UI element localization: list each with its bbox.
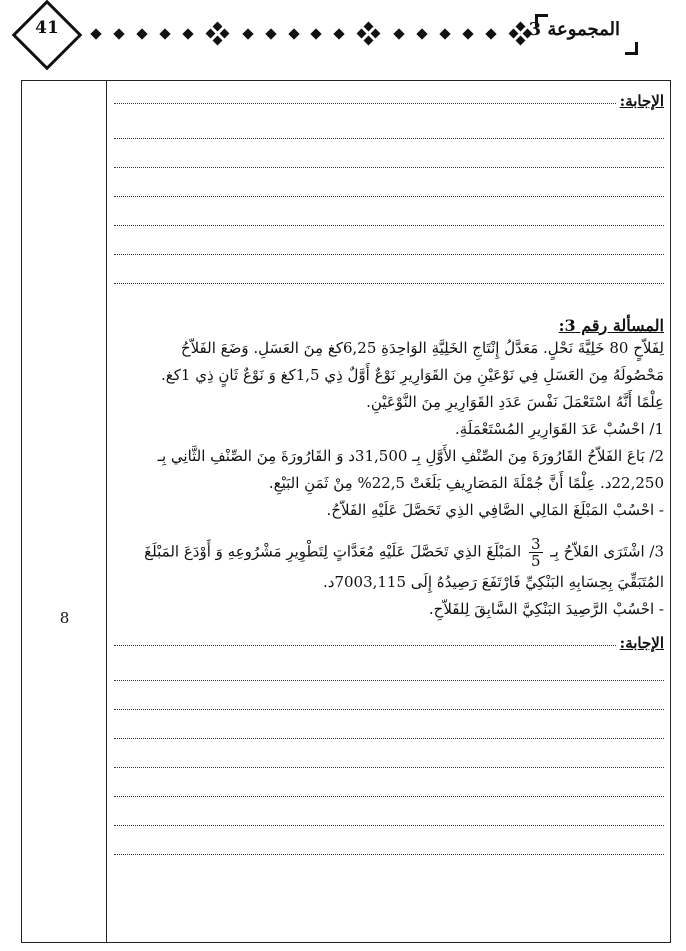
question-2-line: 2/ بَاعَ الفَلاّحُ القَارُورَةَ مِنَ الصِّنْفِ الأَوَّلِ بِـ 31,500د وَ القَارُورَةَ مِنَ الصِّنْفِ الثَّانِي بِـ (157, 447, 664, 465)
group-label: المجموعة 3 (528, 19, 620, 40)
answer-line (114, 81, 664, 110)
fraction-denominator: 5 (530, 552, 541, 570)
problem-text-line: عِلْمًا أَنَّهُ اسْتَعْمَلَ نَفْسَ عَدَدِ القَوَارِيرِ مِنَ النَّوْعَيْنِ. (366, 393, 664, 411)
diamond-ornament-row (92, 22, 532, 46)
problem-text-line: مَحْصُولَهُ مِنَ العَسَلِ فِي نَوْعَيْنِ مِنَ القَوَارِيرِ نَوْعٌ أَوَّلٌ ذِي 1,5كغ وَ نَوْعٌ ثَانٍ ذِي 1كغ. (161, 366, 664, 384)
problem-title: المسألة رقم 3: (558, 316, 664, 335)
exercise-table (21, 80, 671, 943)
page-number: 41 (35, 18, 59, 38)
answer-line (114, 255, 664, 284)
fraction-three-fifths (529, 536, 543, 569)
answer-line (114, 681, 664, 710)
question-2-task: - احْسُبْ المَبْلَغَ المَالِي الصَّافِي الذِي تَحَصَّلَ عَلَيْهِ الفَلاّحُ. (326, 501, 664, 519)
answer-line (114, 110, 664, 139)
question-3-line (114, 536, 664, 569)
label-corner-bracket (625, 42, 638, 55)
question-2-line: 22,250د. عِلْمًا أَنَّ جُمْلَةَ المَصَارِيفِ بَلَغَتْ 22,5% مِنْ ثَمَنِ البَيْعِ. (268, 474, 664, 492)
exercise-content (108, 81, 672, 942)
answer-line (114, 739, 664, 768)
answer-heading: الإجابة: (619, 634, 664, 652)
page-header (0, 0, 686, 80)
answer-heading: الإجابة: (619, 92, 664, 110)
answer-line (114, 710, 664, 739)
question-3-line: المُتَبَقِّيَ بِحِسَابِهِ البَنْكِيِّ فَارْتَفَعَ رَصِيدُهُ إِلَى 7003,115د. (322, 573, 664, 591)
problem-text-line: لِفَلاّحٍ 80 خَلِيَّةَ نَحْلٍ. مَعَدَّلُ إِنْتَاجِ الخَلِيَّةِ الوَاحِدَةِ 6,25كغ مِنَ العَسَلِ. وَضَعَ الفَلاّحُ (180, 339, 664, 357)
answer-line (114, 623, 664, 652)
question-3-task: - احْسُبْ الرَّصِيدَ البَنْكِيَّ السَّابِقَ لِلفَلاّحِ. (428, 600, 664, 618)
grade-value: 8 (59, 609, 70, 627)
answer-line (114, 139, 664, 168)
answer-line (114, 826, 664, 855)
question-3-prefix: 3/ اشْتَرَى الفَلاّحُ بِـ (550, 542, 664, 561)
answer-line (114, 797, 664, 826)
answer-line (114, 652, 664, 681)
answer-line (114, 197, 664, 226)
question-1: 1/ احْسُبْ عَدَ القَوَارِيرِ المُسْتَعْمَلَةِ. (455, 420, 664, 438)
grade-column (22, 81, 107, 942)
answer-line (114, 768, 664, 797)
question-3-suffix: المَبْلَغَ الذِي تَحَصَّلَ عَلَيْهِ مُعَدَّاتٍ لِتَطْوِيرِ مَشْرُوعِهِ وَ أَوْدَعَ المَبْلَغَ (144, 542, 522, 561)
answer-line (114, 226, 664, 255)
fraction-numerator: 3 (530, 535, 541, 553)
answer-line (114, 168, 664, 197)
